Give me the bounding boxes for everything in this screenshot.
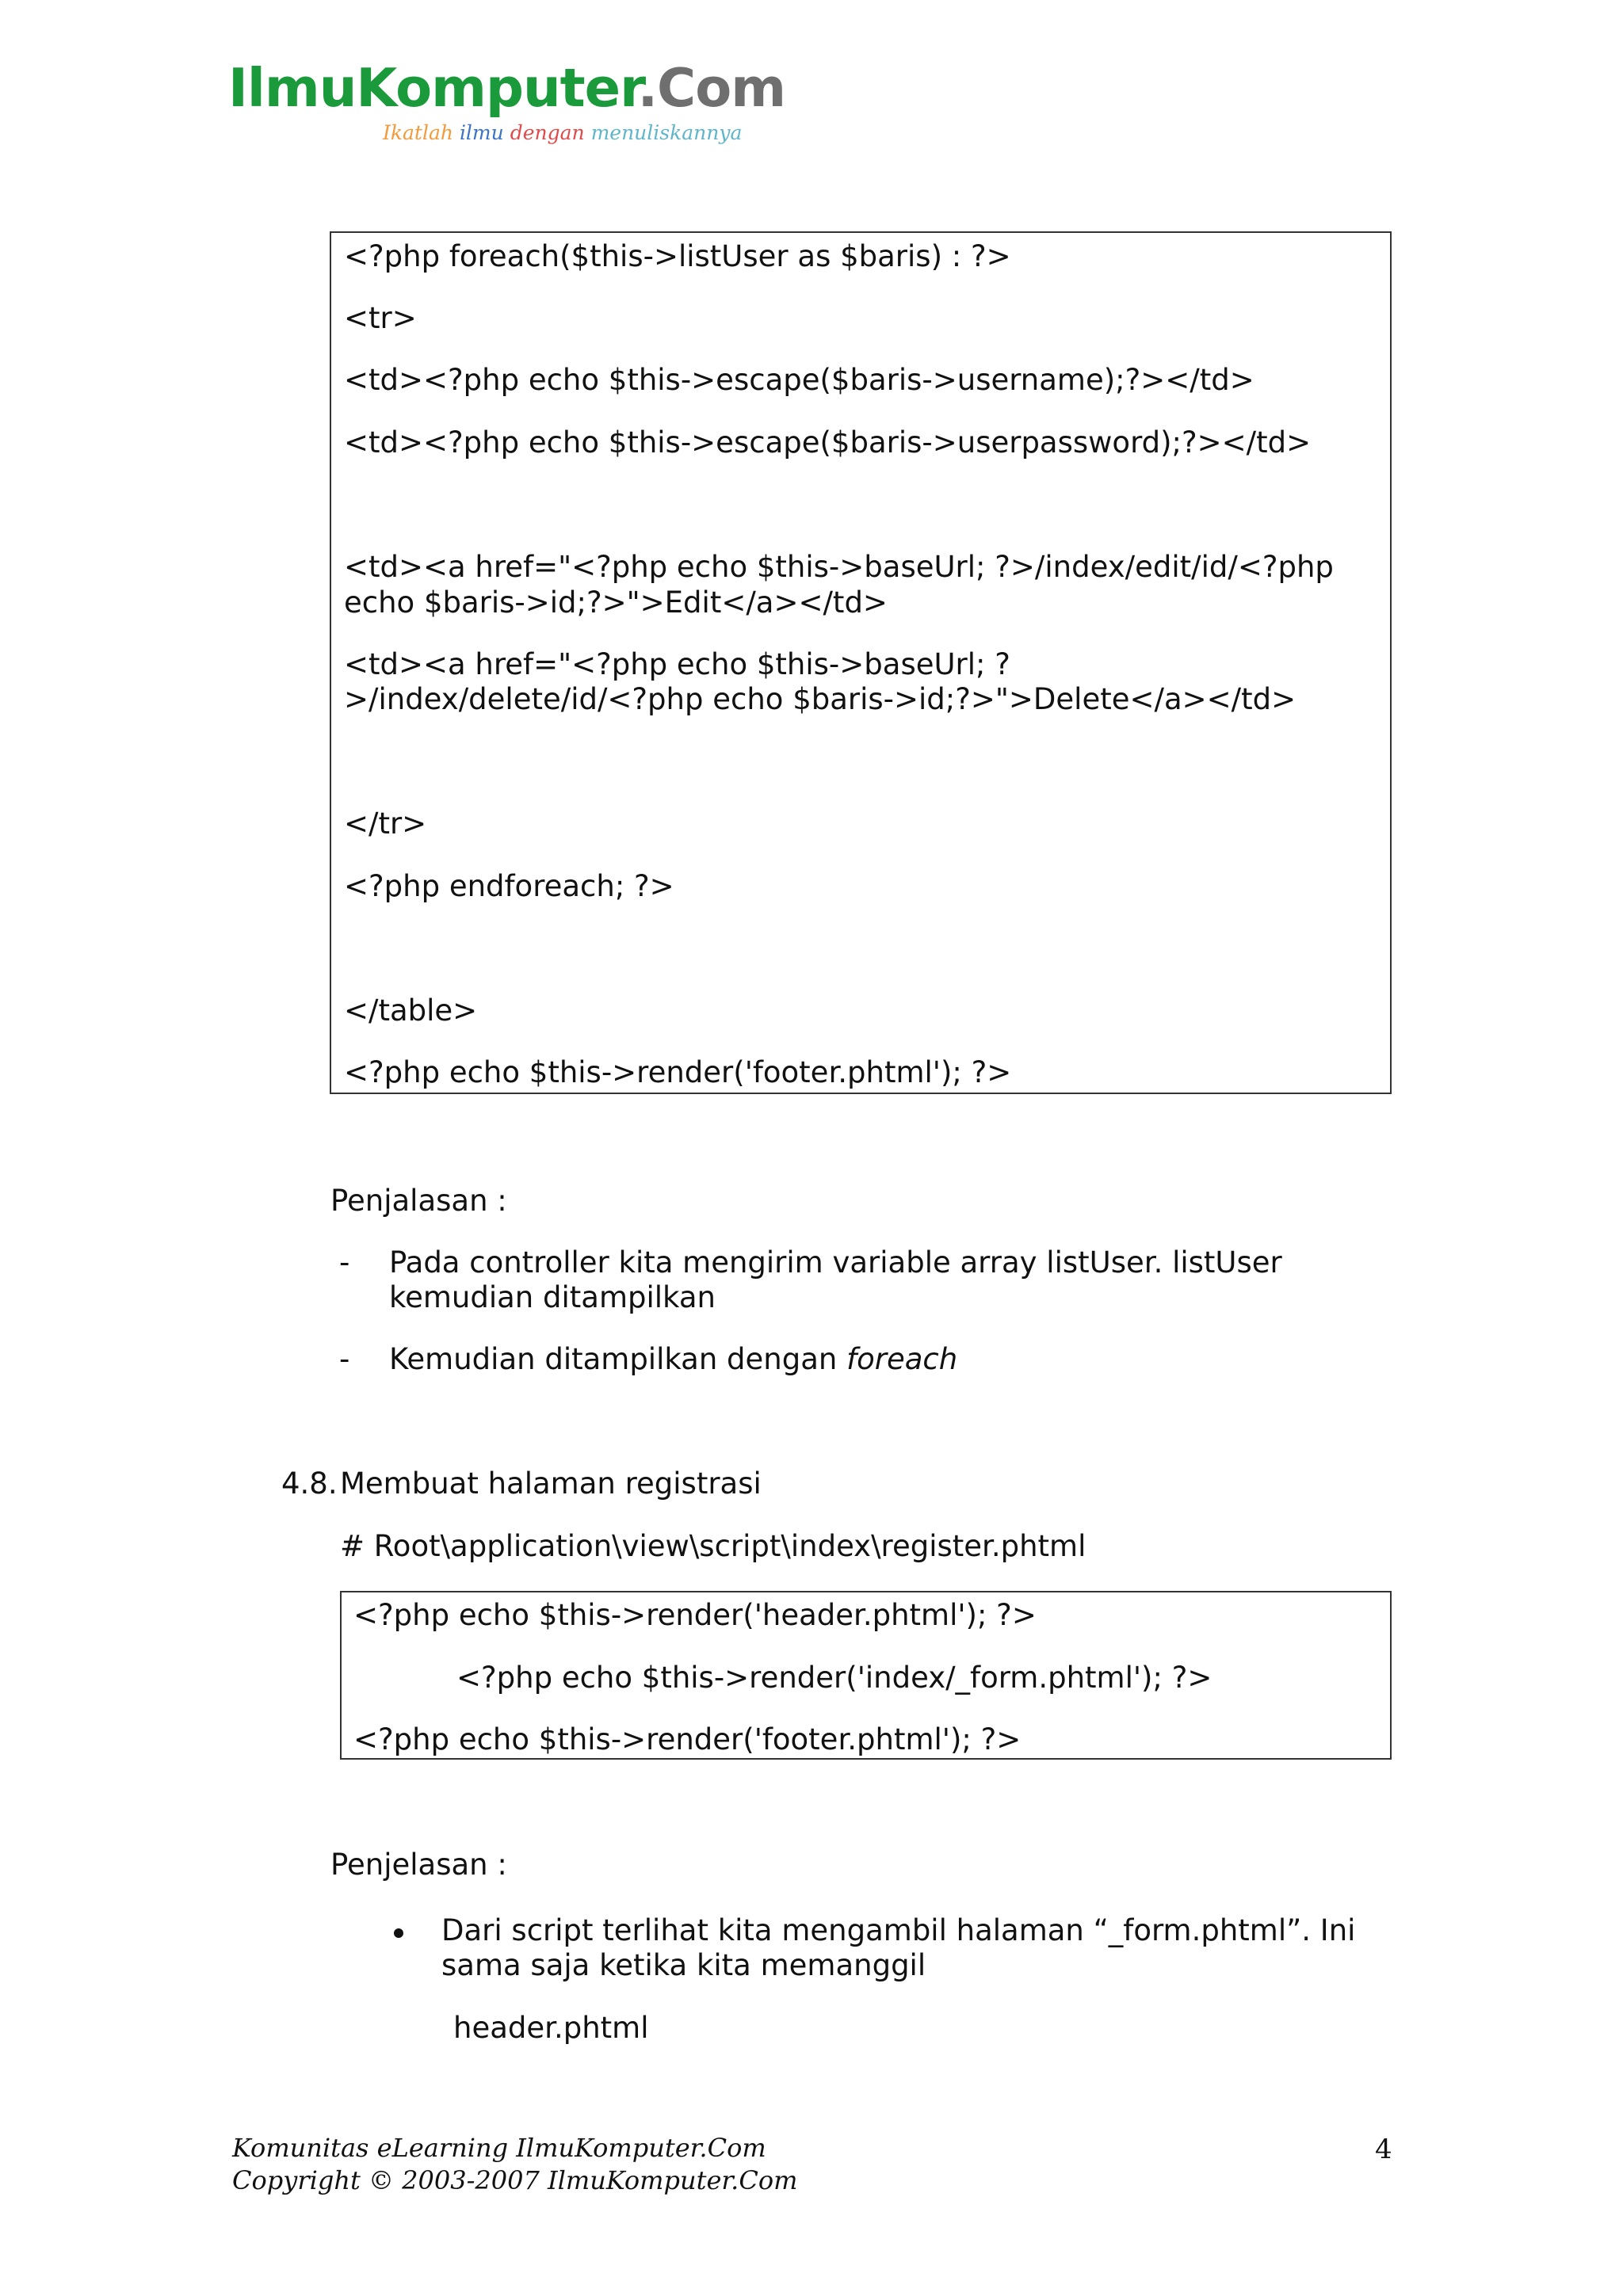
bullet-text: Dari script terlihat kita mengambil halaman “_form.phtml”. Ini	[441, 1913, 1356, 1947]
site-logo	[228, 57, 786, 144]
tagline-word: dengan	[510, 121, 585, 144]
code-line: <?php echo $this->render('footer.phtml'); ?>	[353, 1722, 1022, 1756]
code-line: >/index/delete/id/<?php echo $baris->id;?>">Delete</a></td>	[344, 682, 1296, 716]
code-line: <?php endforeach; ?>	[344, 869, 674, 903]
code-line: echo $baris->id;?>">Edit</a></td>	[344, 585, 888, 620]
bullet-icon	[394, 1928, 403, 1938]
list-item-text: kemudian ditampilkan	[389, 1280, 716, 1314]
list-marker: -	[339, 1245, 350, 1280]
section-title: Membuat halaman registrasi	[340, 1466, 762, 1501]
logo-text-green: IlmuKomputer	[228, 57, 638, 119]
code-line: <?php echo $this->render('index/_form.phtml'); ?>	[456, 1661, 1212, 1695]
code-line: </tr>	[344, 807, 427, 841]
page-number: 4	[1375, 2134, 1392, 2165]
code-line: <?php echo $this->render('footer.phtml'); ?>	[344, 1055, 1012, 1089]
section-number: 4.8.	[281, 1466, 338, 1501]
footer-copyright: Copyright © 2003-2007 IlmuKomputer.Com	[232, 2165, 798, 2195]
list-item-plain: Kemudian ditampilkan dengan	[389, 1342, 847, 1376]
tagline-word: ilmu	[459, 121, 504, 144]
code-line: <td><?php echo $this->escape($baris->username);?></td>	[344, 363, 1254, 397]
list-marker: -	[339, 1342, 350, 1376]
code-line: </table>	[344, 994, 478, 1028]
explanation-heading: Penjalasan :	[330, 1184, 507, 1218]
list-item-emphasis: foreach	[846, 1342, 958, 1376]
tagline-word: Ikatlah	[383, 121, 453, 144]
code-line: <tr>	[344, 301, 417, 335]
code-line: <td><a href="<?php echo $this->baseUrl; ?	[344, 647, 1010, 681]
logo-text-gray: .Com	[637, 57, 786, 119]
code-line: <?php echo $this->render('header.phtml'); ?>	[353, 1598, 1037, 1632]
explanation-heading: Penjelasan :	[330, 1848, 507, 1882]
logo-wordmark	[228, 57, 786, 119]
bullet-text: sama saja ketika kita memanggil	[441, 1948, 926, 1982]
continuation-text: header.phtml	[453, 2011, 649, 2045]
tagline-word: menuliskannya	[590, 121, 743, 144]
list-item-text: Pada controller kita mengirim variable array listUser. listUser	[389, 1245, 1282, 1280]
footer-community: Komunitas eLearning IlmuKomputer.Com	[232, 2133, 766, 2163]
code-line: <td><a href="<?php echo $this->baseUrl; ?>/index/edit/id/<?php	[344, 550, 1334, 584]
list-item-text	[389, 1342, 957, 1377]
code-line: <?php foreach($this->listUser as $baris) : ?>	[344, 239, 1011, 273]
file-path: # Root\application\view\script\index\register.phtml	[340, 1529, 1086, 1563]
logo-tagline	[383, 121, 742, 144]
code-line: <td><?php echo $this->escape($baris->userpassword);?></td>	[344, 425, 1312, 460]
